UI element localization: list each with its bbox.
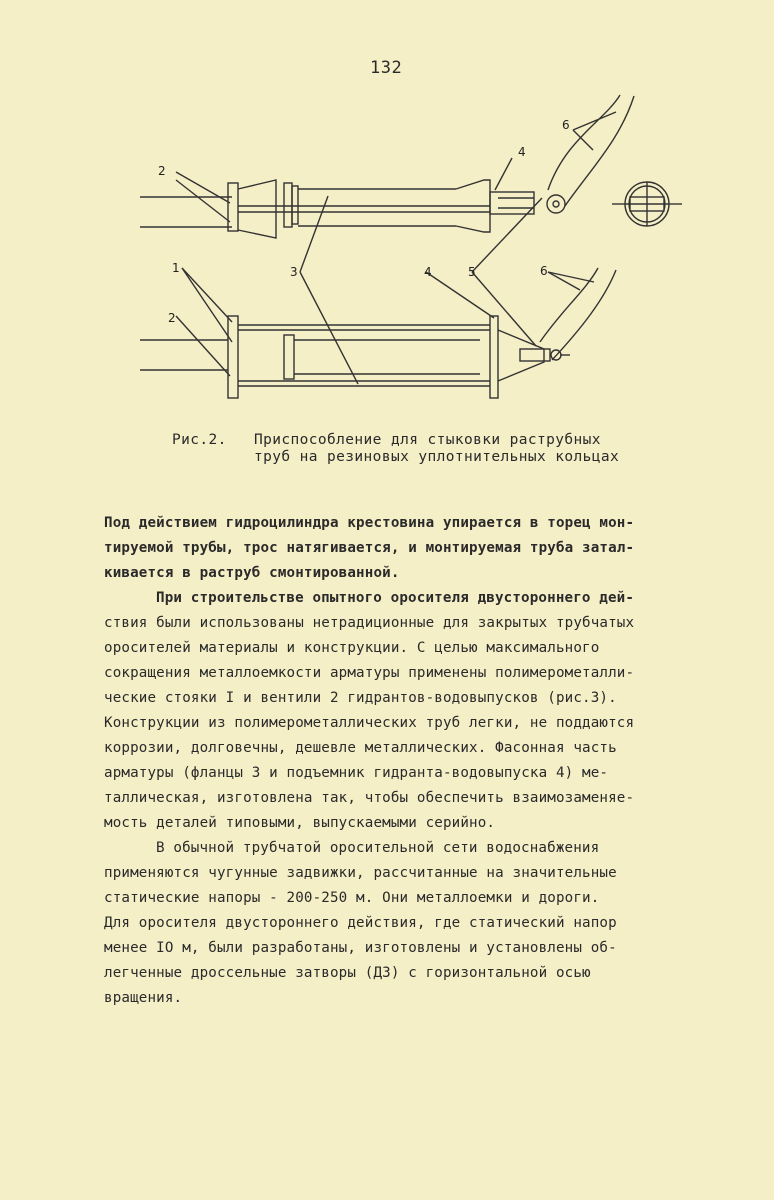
body-line: применяются чугунные задвижки, рассчитанные на значительные [104, 865, 617, 881]
pipe-docking-figure [0, 0, 774, 430]
body-line: ческие стояки I и вентили 2 гидрантов-водовыпусков (рис.3). [104, 690, 617, 706]
label-4-bottom: 4 [424, 265, 432, 279]
body-line: таллическая, изготовлена так, чтобы обеспечить взаимозаменяе- [104, 790, 635, 806]
body-text [104, 511, 744, 1011]
figure-caption-line-2: труб на резиновых уплотнительных кольцах [254, 449, 620, 465]
body-line: В обычной трубчатой оросительной сети водоснабжения [156, 840, 600, 856]
label-2-bottom: 2 [168, 311, 176, 325]
body-line: вращения. [104, 990, 183, 1006]
body-line: тируемой трубы, трос натягивается, и монтируемая труба затал- [104, 540, 635, 556]
label-4-top: 4 [518, 145, 526, 159]
figure-caption-label: Рис.2. [172, 432, 227, 448]
body-line: Под действием гидроцилиндра крестовина упирается в торец мон- [104, 515, 635, 531]
label-1: 1 [172, 261, 180, 275]
body-line: оросителей материалы и конструкции. С целью максимального [104, 640, 600, 656]
body-line: При строительстве опытного оросителя двустороннего дей- [156, 590, 635, 606]
label-2-top: 2 [158, 164, 166, 178]
body-line: коррозии, долговечны, дешевле металлических. Фасонная часть [104, 740, 617, 756]
label-6-top: 6 [562, 118, 570, 132]
body-line: легченные дроссельные затворы (ДЗ) с горизонтальной осью [104, 965, 591, 981]
body-line: менее IO м, были разработаны, изготовлены и установлены об- [104, 940, 617, 956]
figure-caption-line-1: Приспособление для стыковки раструбных [254, 432, 601, 448]
label-6-bottom: 6 [540, 264, 548, 278]
body-line: мость деталей типовыми, выпускаемыми серийно. [104, 815, 496, 831]
body-line: кивается в раструб смонтированной. [104, 565, 400, 581]
body-line: статические напоры - 200-250 м. Они металлоемки и дороги. [104, 890, 600, 906]
body-line: Конструкции из полимерометаллических труб легки, не поддаются [104, 715, 635, 731]
body-line: ствия были использованы нетрадиционные для закрытых трубчатых [104, 615, 635, 631]
page-number: 132 [370, 58, 403, 78]
body-line: Для оросителя двустороннего действия, где статический напор [104, 915, 617, 931]
body-line: арматуры (фланцы 3 и подъемник гидранта-водовыпуска 4) ме- [104, 765, 609, 781]
label-3: 3 [290, 265, 298, 279]
body-line: сокращения металлоемкости арматуры применены полимерометалли- [104, 665, 635, 681]
label-5: 5 [468, 265, 476, 279]
